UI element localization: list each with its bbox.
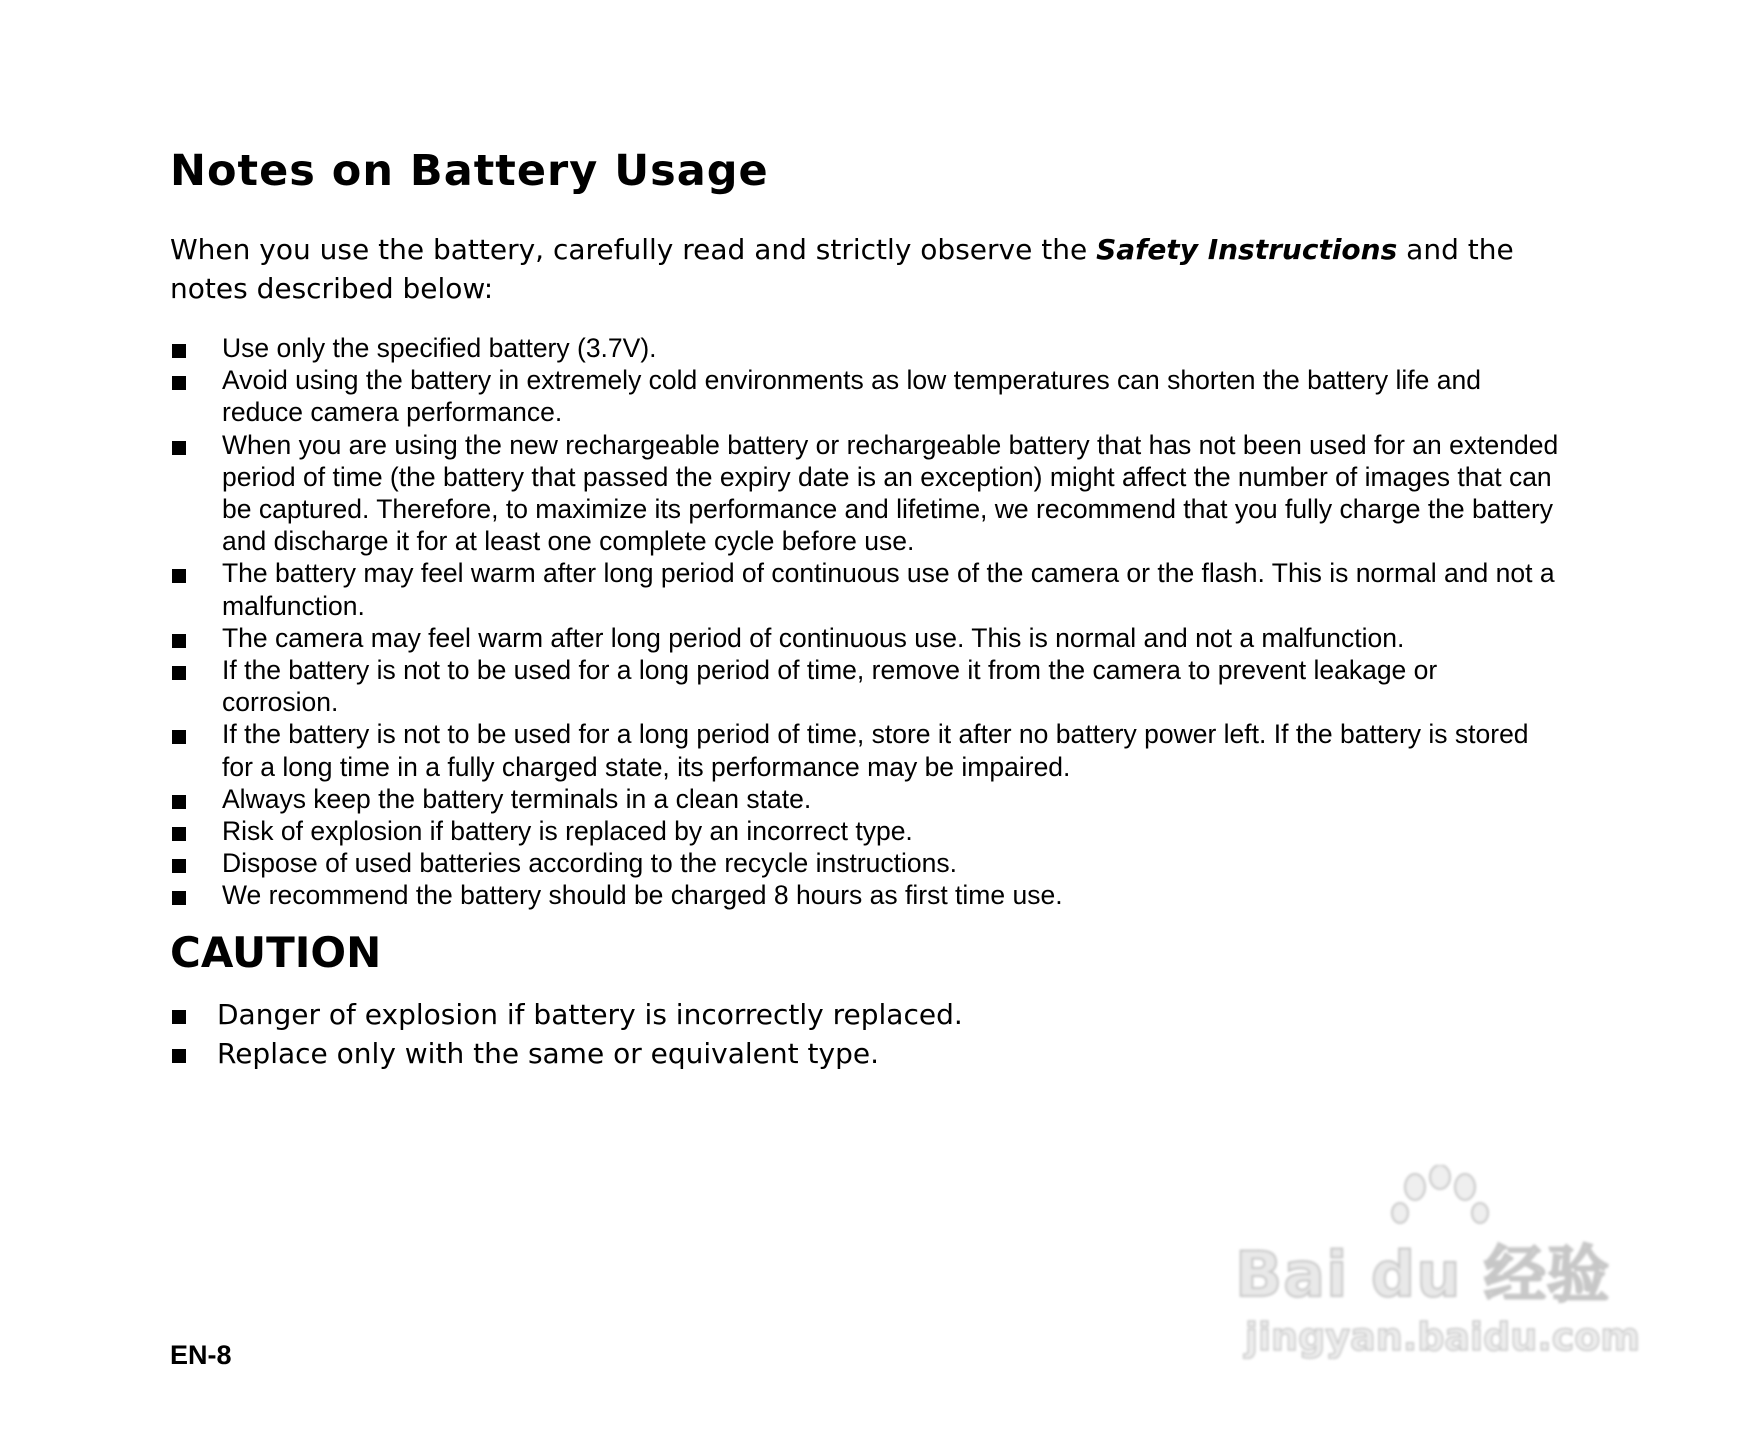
intro-text-after: and the notes described below: xyxy=(170,233,1514,305)
list-item xyxy=(170,718,1560,782)
caution-item-text: Replace only with the same or equivalent type. xyxy=(217,1037,879,1070)
black-square-icon xyxy=(172,666,186,680)
list-item-text: Risk of explosion if battery is replaced by an incorrect type. xyxy=(222,816,913,847)
black-square-icon xyxy=(172,634,186,648)
black-square-icon xyxy=(172,827,186,841)
list-item xyxy=(170,783,1560,815)
black-square-icon xyxy=(172,569,186,583)
list-item-text: If the battery is not to be used for a long period of time, remove it from the camera to prevent leakage or corrosion. xyxy=(222,655,1438,718)
list-item-text: When you are using the new rechargeable battery or rechargeable battery that has not been used for an extended period of time (the battery that passed the expiry date is an exception) might affect the number of images that can be captured. Therefore, to maximize its performance and lifetime, we recommend that you fully charge the battery and discharge it for at least one complete cycle before use. xyxy=(222,429,1559,557)
list-item xyxy=(170,654,1560,718)
baidu-watermark xyxy=(1235,1165,1655,1375)
list-item xyxy=(170,815,1560,847)
list-item xyxy=(170,364,1560,428)
intro-text-before: When you use the battery, carefully read and strictly observe the xyxy=(170,233,1097,266)
list-item xyxy=(170,429,1560,558)
battery-notes-list xyxy=(170,332,1560,912)
caution-list xyxy=(170,995,1560,1073)
black-square-icon xyxy=(172,859,186,873)
list-item xyxy=(170,1034,1560,1073)
watermark-main-text: Bai du 经验 xyxy=(1235,1238,1611,1311)
black-square-icon xyxy=(172,1010,186,1024)
list-item xyxy=(170,622,1560,654)
caution-item-text: Danger of explosion if battery is incorrectly replaced. xyxy=(217,998,963,1031)
list-item-text: Always keep the battery terminals in a clean state. xyxy=(222,783,812,814)
list-item-text: The camera may feel warm after long period of continuous use. This is normal and not a malfunction. xyxy=(222,622,1405,653)
caution-heading: CAUTION xyxy=(170,928,382,977)
list-item xyxy=(170,995,1560,1034)
page-title: Notes on Battery Usage xyxy=(170,146,769,196)
list-item-text: Dispose of used batteries according to the recycle instructions. xyxy=(222,848,958,879)
intro-paragraph xyxy=(170,230,1590,308)
list-item-text: We recommend the battery should be charged 8 hours as first time use. xyxy=(222,880,1063,911)
list-item xyxy=(170,332,1560,364)
watermark-url: jingyan.baidu.com xyxy=(1245,1315,1640,1359)
list-item xyxy=(170,879,1560,911)
list-item xyxy=(170,557,1560,621)
safety-instructions-emphasis: Safety Instructions xyxy=(1096,233,1398,266)
list-item-text: Avoid using the battery in extremely cold environments as low temperatures can shorten the battery life and reduce camera performance. xyxy=(222,365,1481,428)
black-square-icon xyxy=(172,344,186,358)
list-item-text: If the battery is not to be used for a long period of time, store it after no battery power left. If the battery is stored for a long time in a fully charged state, its performance may be impaired. xyxy=(222,719,1529,782)
list-item xyxy=(170,847,1560,879)
black-square-icon xyxy=(172,1049,186,1063)
black-square-icon xyxy=(172,730,186,744)
page-number: EN-8 xyxy=(170,1340,232,1370)
black-square-icon xyxy=(172,795,186,809)
list-item-text: Use only the specified battery (3.7V). xyxy=(222,333,657,363)
black-square-icon xyxy=(172,376,186,390)
black-square-icon xyxy=(172,441,186,455)
list-item-text: The battery may feel warm after long period of continuous use of the camera or the flash. This is normal and not a malfunction. xyxy=(222,558,1555,621)
black-square-icon xyxy=(172,891,186,905)
